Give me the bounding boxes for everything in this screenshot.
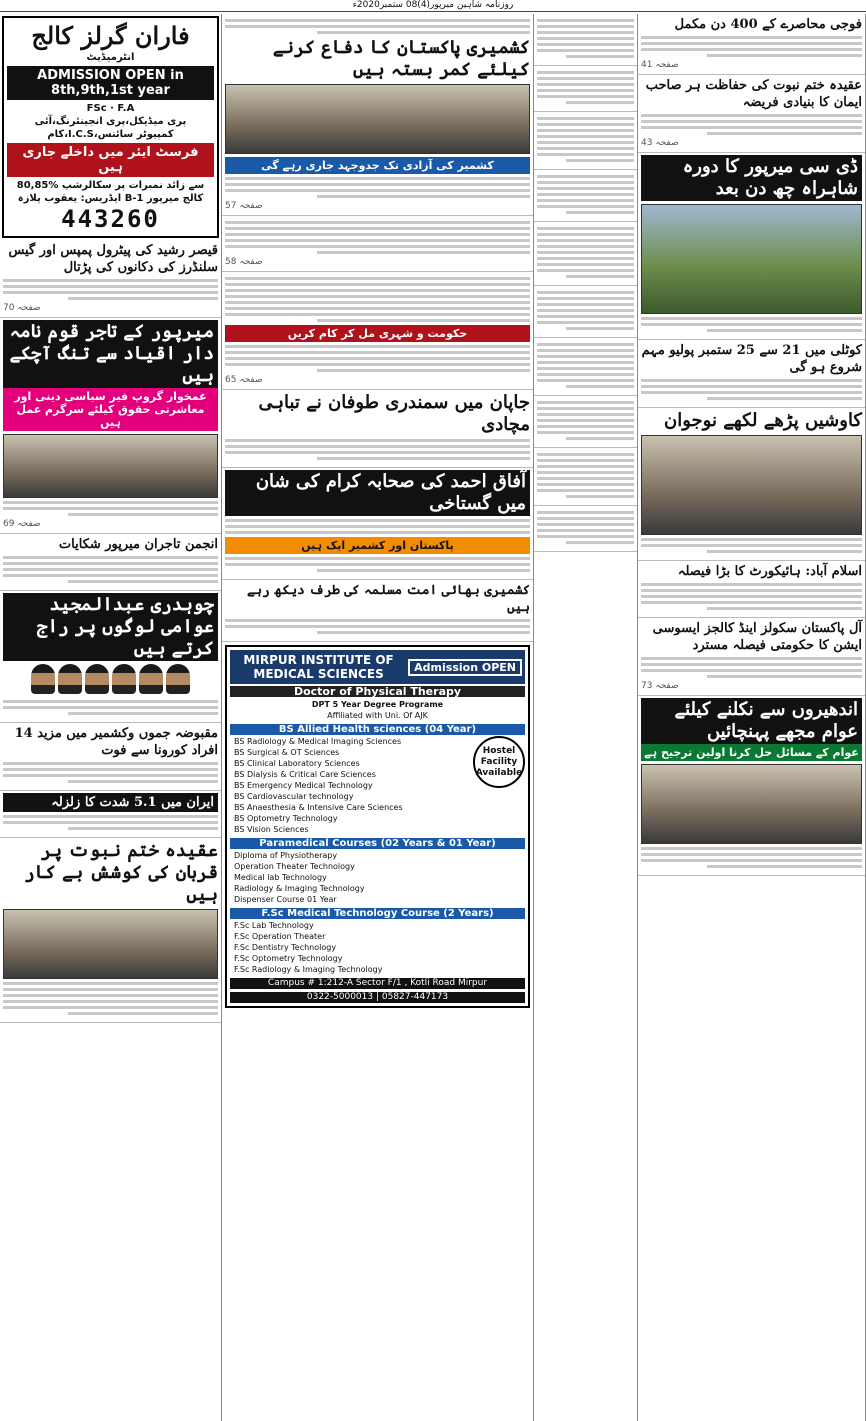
banner: پاکستان اور کشمیر ایک ہیں bbox=[225, 537, 530, 554]
headline: آفاق احمد کی صحابہ کرام کی شان میں گستاخی bbox=[225, 470, 530, 516]
headline: اندھیروں سے نکلنے کیلئے عوام مجھے پہنچائیں bbox=[641, 698, 862, 744]
story-youth bbox=[638, 408, 865, 561]
para-item: Operation Theater Technology bbox=[234, 862, 355, 871]
story-khatm bbox=[0, 838, 221, 1023]
page-ref: صفحہ 43 bbox=[641, 138, 679, 148]
photo bbox=[3, 434, 218, 498]
headline: ڈی سی میرپور کا دورہ شاہراہ چھ دن بعد bbox=[641, 155, 862, 201]
headline: فوجی محاصرے کے 400 دن مکمل bbox=[674, 17, 862, 32]
story-food bbox=[222, 216, 533, 272]
story-narrow-4 bbox=[534, 170, 637, 222]
fsc-item: F.Sc Radiology & Imaging Technology bbox=[234, 965, 383, 974]
photo bbox=[641, 204, 862, 314]
story-narrow-8 bbox=[534, 396, 637, 448]
banner: غمخوار گروپ فیر سیاسی دینی اور معاشرتی حقوق کیلئے سرگرم عمل ہیں bbox=[3, 388, 218, 431]
story-petrol bbox=[0, 240, 221, 318]
headline: قیصر رشید کی پیٹرول پمپس اور گیس سلنڈرز کی دکانوں کی پڑتال bbox=[8, 243, 218, 275]
story-dc bbox=[638, 153, 865, 340]
headline: آل پاکستان سکولز اینڈ کالجز ایسوسی ایشن کا حکومتی فیصلہ مسترد bbox=[652, 621, 862, 653]
story-narrow-10 bbox=[534, 506, 637, 552]
para-item: Diploma of Physiotherapy bbox=[234, 851, 338, 860]
portrait bbox=[166, 664, 190, 694]
banner: عوام کے مسائل حل کرنا اولین ترجیح ہے bbox=[641, 744, 862, 761]
page-ref: صفحہ 69 bbox=[3, 519, 41, 529]
bs-item: BS Optometry Technology bbox=[234, 814, 338, 823]
classes-label: in 8th,9th,1st year bbox=[51, 68, 184, 98]
story-traders-2 bbox=[0, 534, 221, 591]
page-ref: صفحہ 73 bbox=[641, 681, 679, 691]
portrait bbox=[58, 664, 82, 694]
story-narrow-1 bbox=[534, 14, 637, 66]
story-narrow-2 bbox=[534, 66, 637, 112]
bs-item: BS Cardiovascular technology bbox=[234, 792, 354, 801]
faces-row bbox=[3, 661, 218, 697]
college-phone: 443260 bbox=[61, 205, 160, 233]
story-mid bbox=[222, 272, 533, 390]
fa-label: F.A bbox=[117, 103, 135, 114]
headline: عقیدہ ختم نبوت کی حفاظت ہر صاحب ایمان کا بنیادی فریضہ bbox=[645, 78, 862, 110]
page-ref: صفحہ 41 bbox=[641, 60, 679, 70]
masthead bbox=[0, 0, 866, 12]
para-item: Dispenser Course 01 Year bbox=[234, 895, 337, 904]
bs-item: BS Emergency Medical Technology bbox=[234, 781, 373, 790]
fsc-list bbox=[230, 920, 525, 975]
column-narrow bbox=[534, 14, 638, 1421]
photo bbox=[225, 84, 530, 154]
college-ad bbox=[2, 16, 219, 238]
portrait bbox=[85, 664, 109, 694]
bs-item: BS Clinical Laboratory Sciences bbox=[234, 759, 360, 768]
story-narrow-9 bbox=[534, 448, 637, 506]
headline: ایران میں 5.1 شدت کا زلزلہ bbox=[3, 793, 218, 812]
medical-affiliation: Affiliated with Uni. Of AJK bbox=[327, 711, 428, 720]
college-first-year: فرسٹ ایئر میں داخلے جاری ہیں bbox=[7, 143, 214, 177]
fsc-item: F.Sc Lab Technology bbox=[234, 921, 314, 930]
fsc-item: F.Sc Dentistry Technology bbox=[234, 943, 337, 952]
masthead-text: روزنامہ شاہین میرپور(4)08 ستمبر2020ء bbox=[352, 0, 514, 10]
page-ref: صفحہ 70 bbox=[3, 303, 41, 313]
story-covid bbox=[0, 723, 221, 791]
banner: کشمیر کی آزادی تک جدوجہد جاری رہے گی bbox=[225, 157, 530, 174]
photo bbox=[3, 909, 218, 979]
photo bbox=[641, 435, 862, 535]
fsc-item: F.Sc Optometry Technology bbox=[234, 954, 343, 963]
medical-dpt-sub: DPT 5 Year Degree Programe bbox=[311, 700, 444, 709]
page-ref: صفحہ 57 bbox=[225, 201, 263, 211]
story-narrow-5 bbox=[534, 222, 637, 286]
portrait bbox=[112, 664, 136, 694]
college-title: فاران گرلز کالج bbox=[31, 21, 190, 50]
college-fsc: FSc · F.A bbox=[86, 103, 135, 114]
story-japan bbox=[222, 390, 533, 468]
headline: اسلام آباد: ہائیکورٹ کا بڑا فیصلہ bbox=[677, 564, 862, 579]
hostel-badge: Hostel Facility Available bbox=[473, 736, 525, 788]
fsc-label: FSc bbox=[86, 103, 107, 114]
medical-admission: Admission OPEN bbox=[408, 659, 522, 676]
medical-dpt: Doctor of Physical Therapy bbox=[230, 686, 525, 697]
headline: عقیدہ ختم نبوت پر قربان کی کوشش بے کار ہیں bbox=[24, 840, 218, 905]
bs-title: BS Allied Health sciences (04 Year) bbox=[230, 724, 525, 735]
bs-item: BS Radiology & Medical Imaging Sciences bbox=[234, 737, 402, 746]
story-court bbox=[638, 561, 865, 618]
photo bbox=[641, 764, 862, 844]
headline: کوٹلی میں 21 سے 25 ستمبر پولیو مہم شروع ہو گی bbox=[641, 343, 862, 375]
headline: میرپور کے تاجر قوم نامہ دار اقیاد سے تنگ آچکے ہیں bbox=[3, 320, 218, 388]
page-ref: صفحہ 65 bbox=[225, 375, 263, 385]
headline: کشمیری بھائی امت مسلمہ کی طرف دیکھ رہے ہیں bbox=[246, 583, 530, 615]
story-schools bbox=[638, 618, 865, 696]
column-center bbox=[222, 14, 534, 1421]
bs-item: BS Dialysis & Critical Care Sciences bbox=[234, 770, 376, 779]
college-scholarship: 80,85% سے زائد نمبرات پر سکالرشپ bbox=[16, 180, 205, 191]
story-iran bbox=[0, 791, 221, 838]
column-right bbox=[638, 14, 866, 1421]
story-traders bbox=[0, 318, 221, 534]
college-level: انٹرمیڈیٹ bbox=[86, 52, 135, 63]
story-chaudhry bbox=[0, 591, 221, 723]
fsc-title: F.Sc Medical Technology Course (2 Years) bbox=[230, 908, 525, 919]
story-siege bbox=[638, 14, 865, 75]
medical-ad bbox=[225, 645, 530, 1008]
medical-institute-name: MIRPUR INSTITUTE OF MEDICAL SCIENCES bbox=[243, 653, 394, 681]
para-item: Radiology & Imaging Technology bbox=[234, 884, 365, 893]
story-polio bbox=[638, 340, 865, 408]
college-fsc-detail: پری میڈیکل،پری انجینئرنگ،آئی کام،I.C.S،کمپیوٹر سائنس bbox=[34, 116, 187, 140]
story-sahaba bbox=[222, 468, 533, 580]
headline: کشمیری پاکستان کا دفاع کرنے کیلئے کمر بستہ ہیں bbox=[272, 37, 530, 80]
story-narrow-3 bbox=[534, 112, 637, 170]
para-title: Paramedical Courses (02 Years & 01 Year) bbox=[230, 838, 525, 849]
headline: مقبوضہ جموں وکشمیر میں مزید 14 افراد کورونا سے فوت bbox=[14, 726, 218, 758]
bs-item: BS Anaesthesia & Intensive Care Sciences bbox=[234, 803, 403, 812]
medical-campus: Campus # 1:212-A Sector F/1 , Kotli Road Mirpur bbox=[230, 978, 525, 989]
story-narrow-7 bbox=[534, 338, 637, 396]
medical-ad-header bbox=[230, 650, 525, 684]
page-ref: صفحہ 58 bbox=[225, 257, 263, 267]
headline: جاپان میں سمندری طوفان نے تباہی مچادی bbox=[258, 392, 530, 435]
college-admission bbox=[7, 66, 214, 100]
headline: انجمن تاجران میرپور شکایات bbox=[58, 537, 218, 552]
headline: کاوشیں پڑھے لکھے نوجوان bbox=[664, 410, 862, 431]
banner: حکومت و شہری مل کر کام کریں bbox=[225, 325, 530, 342]
story-darkness bbox=[638, 696, 865, 876]
story-ummah bbox=[222, 580, 533, 642]
portrait bbox=[31, 664, 55, 694]
para-list bbox=[230, 850, 525, 905]
column-left bbox=[0, 14, 222, 1421]
portrait bbox=[139, 664, 163, 694]
story-kashmir-defense bbox=[222, 14, 533, 216]
admission-label: ADMISSION OPEN bbox=[37, 68, 166, 83]
college-address: ایڈریس: یعقوب پلازہ B-1 کالج میرپور bbox=[17, 193, 204, 204]
headline: چوہدری عبدالمجید عوامی لوگوں پر راج کرتے ہیں bbox=[3, 593, 218, 661]
bs-item: BS Surgical & OT Sciences bbox=[234, 748, 340, 757]
story-narrow-6 bbox=[534, 286, 637, 338]
para-item: Medical lab Technology bbox=[234, 873, 327, 882]
medical-phones: 0322-5000013 | 05827-447173 bbox=[230, 992, 525, 1003]
story-faith bbox=[638, 75, 865, 153]
bs-item: BS Vision Sciences bbox=[234, 825, 309, 834]
fsc-item: F.Sc Operation Theater bbox=[234, 932, 326, 941]
